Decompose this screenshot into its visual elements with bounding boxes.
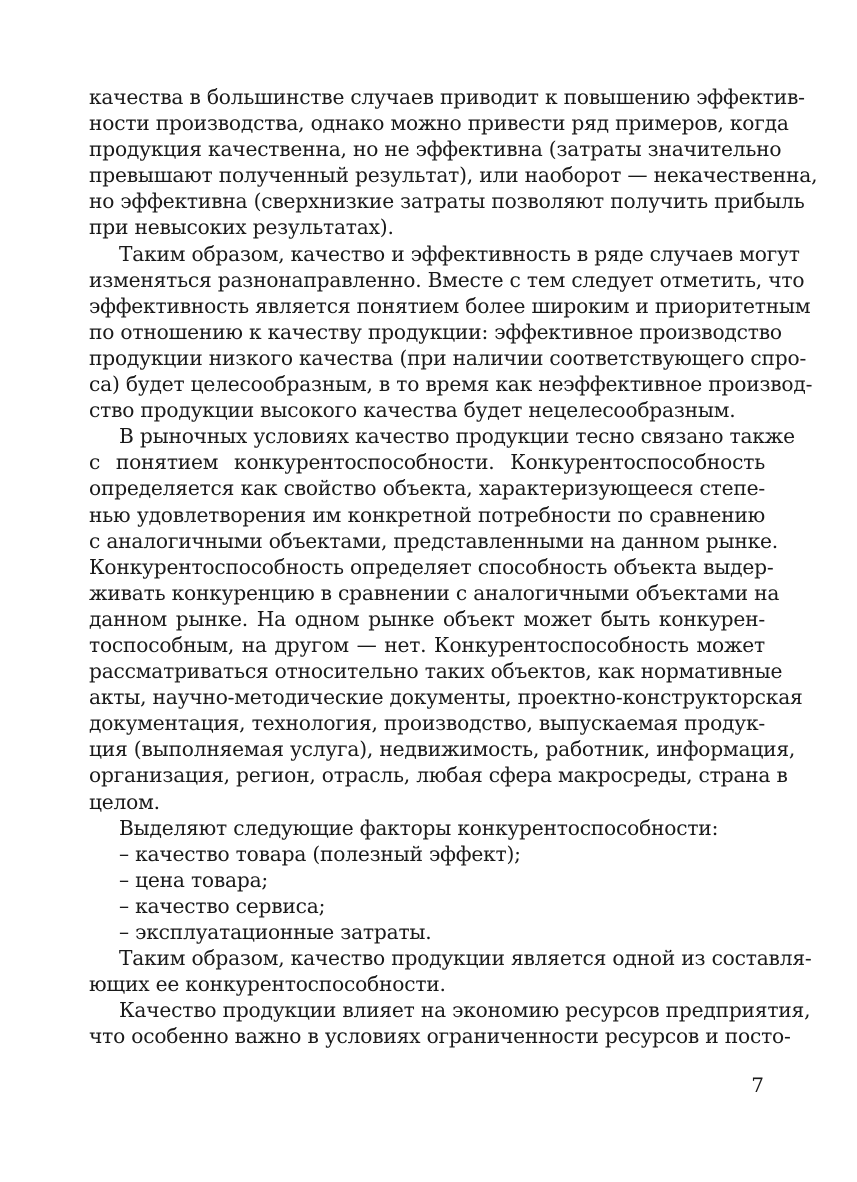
text-line: – качество товара (полезный эффект);: [119, 841, 521, 866]
text-line: документация, технология, производство, выпускаемая продук-: [89, 711, 765, 736]
text-line: – эксплуатационные затраты.: [119, 920, 432, 944]
text-line: рассматриваться относительно таких объектов, как нормативные: [89, 659, 783, 684]
text-line: живать конкуренцию в сравнении с аналогичными объектами на: [89, 580, 780, 605]
list-item: [89, 919, 765, 945]
text-line: превышают полученный результат), или наоборот — некачественна,: [89, 163, 818, 188]
text-line: при невысоких результатах).: [89, 215, 394, 240]
text-line: ция (выполняемая услуга), недвижимость, работник, информация,: [89, 737, 796, 762]
text-line: с аналогичными объектами, представленными на данном рынке.: [89, 528, 778, 553]
text-line: что особенно важно в условиях ограниченности ресурсов и посто-: [89, 1024, 791, 1049]
text-line: нью удовлетворения им конкретной потребности по сравнению: [89, 502, 765, 527]
text-line: определяется как свойство объекта, характеризующееся степе-: [89, 476, 765, 501]
page-body: [89, 84, 818, 1049]
paragraph: [89, 84, 818, 241]
text-line: акты, научно-методические документы, проектно-конструкторская: [89, 685, 803, 710]
text-line: с понятием конкурентоспособности. Конкурентоспособность: [89, 450, 765, 475]
text-line: организация, регион, отрасль, любая сфера макросреды, страна в: [89, 763, 788, 788]
text-line: продукция качественна, но не эффективна (затраты значительно: [89, 137, 782, 162]
text-line: В рыночных условиях качество продукции тесно связано также: [119, 424, 795, 449]
text-line: эффективность является понятием более широким и приоритетным: [89, 293, 811, 318]
list-item: [89, 841, 765, 867]
text-line: изменяться разнонаправленно. Вместе с тем следует отметить, что: [89, 267, 805, 292]
text-line: Таким образом, качество продукции является одной из составля-: [119, 946, 812, 971]
text-line: ющих ее конкурентоспособности.: [89, 972, 446, 997]
paragraph: [89, 241, 813, 424]
paragraph: [89, 423, 803, 814]
text-line: но эффективна (сверхнизкие затраты позволяют получить прибыль: [89, 189, 805, 214]
text-line: Качество продукции влияет на экономию ресурсов предприятия,: [119, 998, 811, 1023]
text-line: – цена товара;: [119, 867, 269, 892]
text-line: целом.: [89, 789, 160, 814]
text-line: Таким образом, качество и эффективность в ряде случаев могут: [119, 241, 800, 266]
text-line: Выделяют следующие факторы конкурентоспособности:: [119, 815, 719, 840]
paragraph: [89, 945, 812, 997]
list-item: [89, 893, 765, 919]
text-line: са) будет целесообразным, в то время как неэффективное производ-: [89, 372, 813, 397]
text-line: ство продукции высокого качества будет нецелесообразным.: [89, 398, 736, 423]
paragraph: [89, 997, 811, 1049]
text-line: – качество сервиса;: [119, 893, 326, 918]
text-line: ности производства, однако можно привести ряд примеров, когда: [89, 111, 789, 136]
text-line: качества в большинстве случаев приводит к повышению эффектив-: [89, 85, 805, 109]
text-line: Конкурентоспособность определяет способность объекта выдер-: [89, 554, 774, 579]
list-intro: [89, 815, 765, 841]
list-item: [89, 867, 765, 893]
text-line: данном рынке. На одном рынке объект может быть конкурен-: [89, 606, 765, 631]
page-number: 7: [751, 1073, 764, 1097]
text-line: по отношению к качеству продукции: эффективное производство: [89, 319, 782, 344]
text-line: продукции низкого качества (при наличии соответствующего спро-: [89, 345, 807, 370]
text-line: тоспособным, на другом — нет. Конкурентоспособность может: [89, 632, 765, 657]
